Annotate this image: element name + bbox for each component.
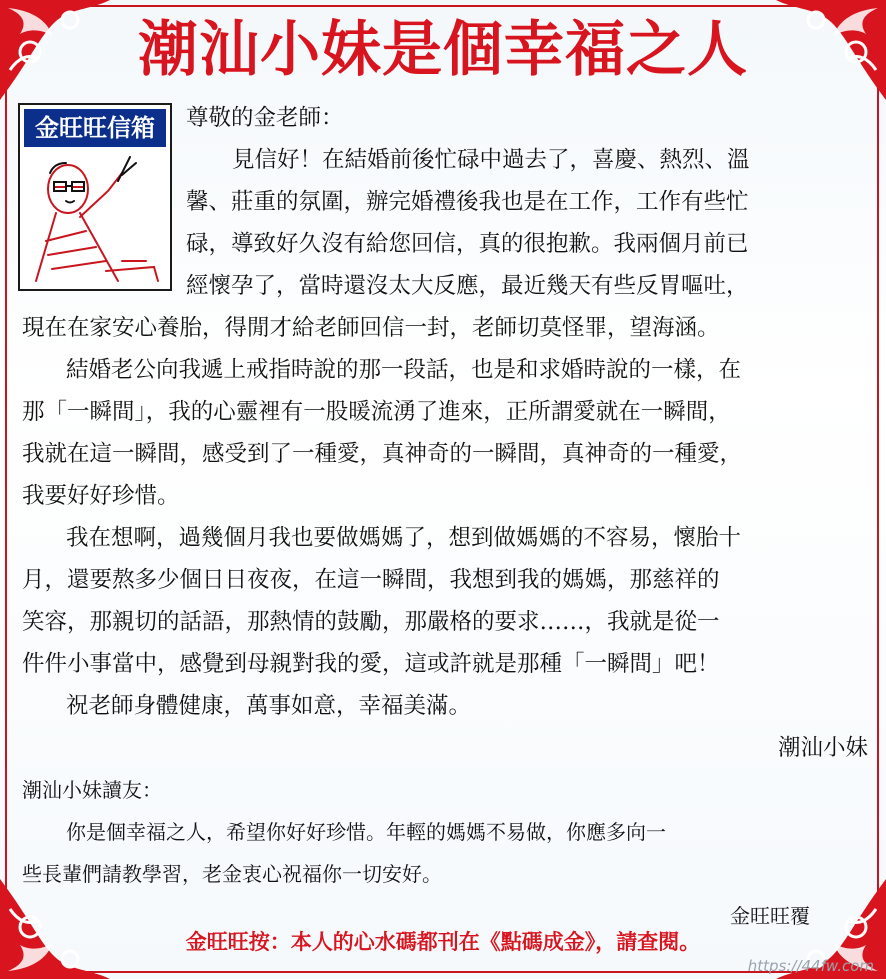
letter-line: 結婚老公向我遞上戒指時說的那一段話，也是和求婚時說的一樣，在 bbox=[66, 357, 742, 383]
watermark: https://44fw.com bbox=[747, 957, 874, 975]
reply-signature: 金旺旺覆 bbox=[730, 904, 810, 928]
letter-line: 經懷孕了，當時還沒太大反應，最近幾天有些反胃嘔吐， bbox=[186, 273, 749, 299]
letter-line: 祝老師身體健康，萬事如意，幸福美滿。 bbox=[66, 693, 472, 719]
letter-line: 件件小事當中，感覺到母親對我的愛，這或許就是那種「一瞬間」吧！ bbox=[22, 651, 720, 677]
reply-line: 你是個幸福之人，希望你好好珍惜。年輕的媽媽不易做，你應多向一 bbox=[66, 820, 666, 844]
page-title: 潮汕小妹是個幸福之人 bbox=[138, 15, 748, 85]
letter-line: 馨、莊重的氛圍，辦完婚禮後我也是在工作，工作有些忙 bbox=[186, 189, 749, 215]
letter-line: 月，還要熬多少個日日夜夜，在這一瞬間，我想到我的媽媽，那慈祥的 bbox=[22, 567, 720, 593]
letter-signature: 潮汕小妹 bbox=[777, 735, 868, 761]
reply-salutation: 潮汕小妹讀友： bbox=[22, 778, 162, 802]
letter-salutation: 尊敬的金老師： bbox=[186, 105, 344, 131]
teacher-pointing-illustration bbox=[26, 151, 166, 287]
letter-line: 我就在這一瞬間，感受到了一種愛，真神奇的一瞬間，真神奇的一種愛， bbox=[22, 441, 743, 467]
letter-line: 我要好好珍惜。 bbox=[22, 483, 180, 509]
letter-line: 我在想啊，過幾個月我也要做媽媽了，想到做媽媽的不容易，懷胎十 bbox=[66, 525, 742, 551]
reply-line: 些長輩們請教學習，老金衷心祝福你一切安好。 bbox=[22, 862, 442, 886]
letter-line: 見信好！在結婚前後忙碌中過去了，喜慶、熱烈、溫 bbox=[232, 147, 750, 173]
column-label: 金旺旺信箱 bbox=[24, 109, 166, 147]
letter-line: 笑容，那親切的話語，那熱情的鼓勵，那嚴格的要求……，我就是從一 bbox=[22, 609, 720, 635]
column-logo bbox=[18, 103, 172, 291]
letter-line: 現在在家安心養胎，得閒才給老師回信一封，老師切莫怪罪，望海涵。 bbox=[22, 315, 720, 341]
letter-line: 那「一瞬間」，我的心靈裡有一股暖流湧了進來，正所謂愛就在一瞬間， bbox=[22, 399, 731, 425]
footer-note: 金旺旺按：本人的心水碼都刊在《點碼成金》，請查閱。 bbox=[185, 930, 701, 954]
letter-line: 碌，導致好久沒有給您回信，真的很抱歉。我兩個月前已 bbox=[186, 231, 749, 257]
